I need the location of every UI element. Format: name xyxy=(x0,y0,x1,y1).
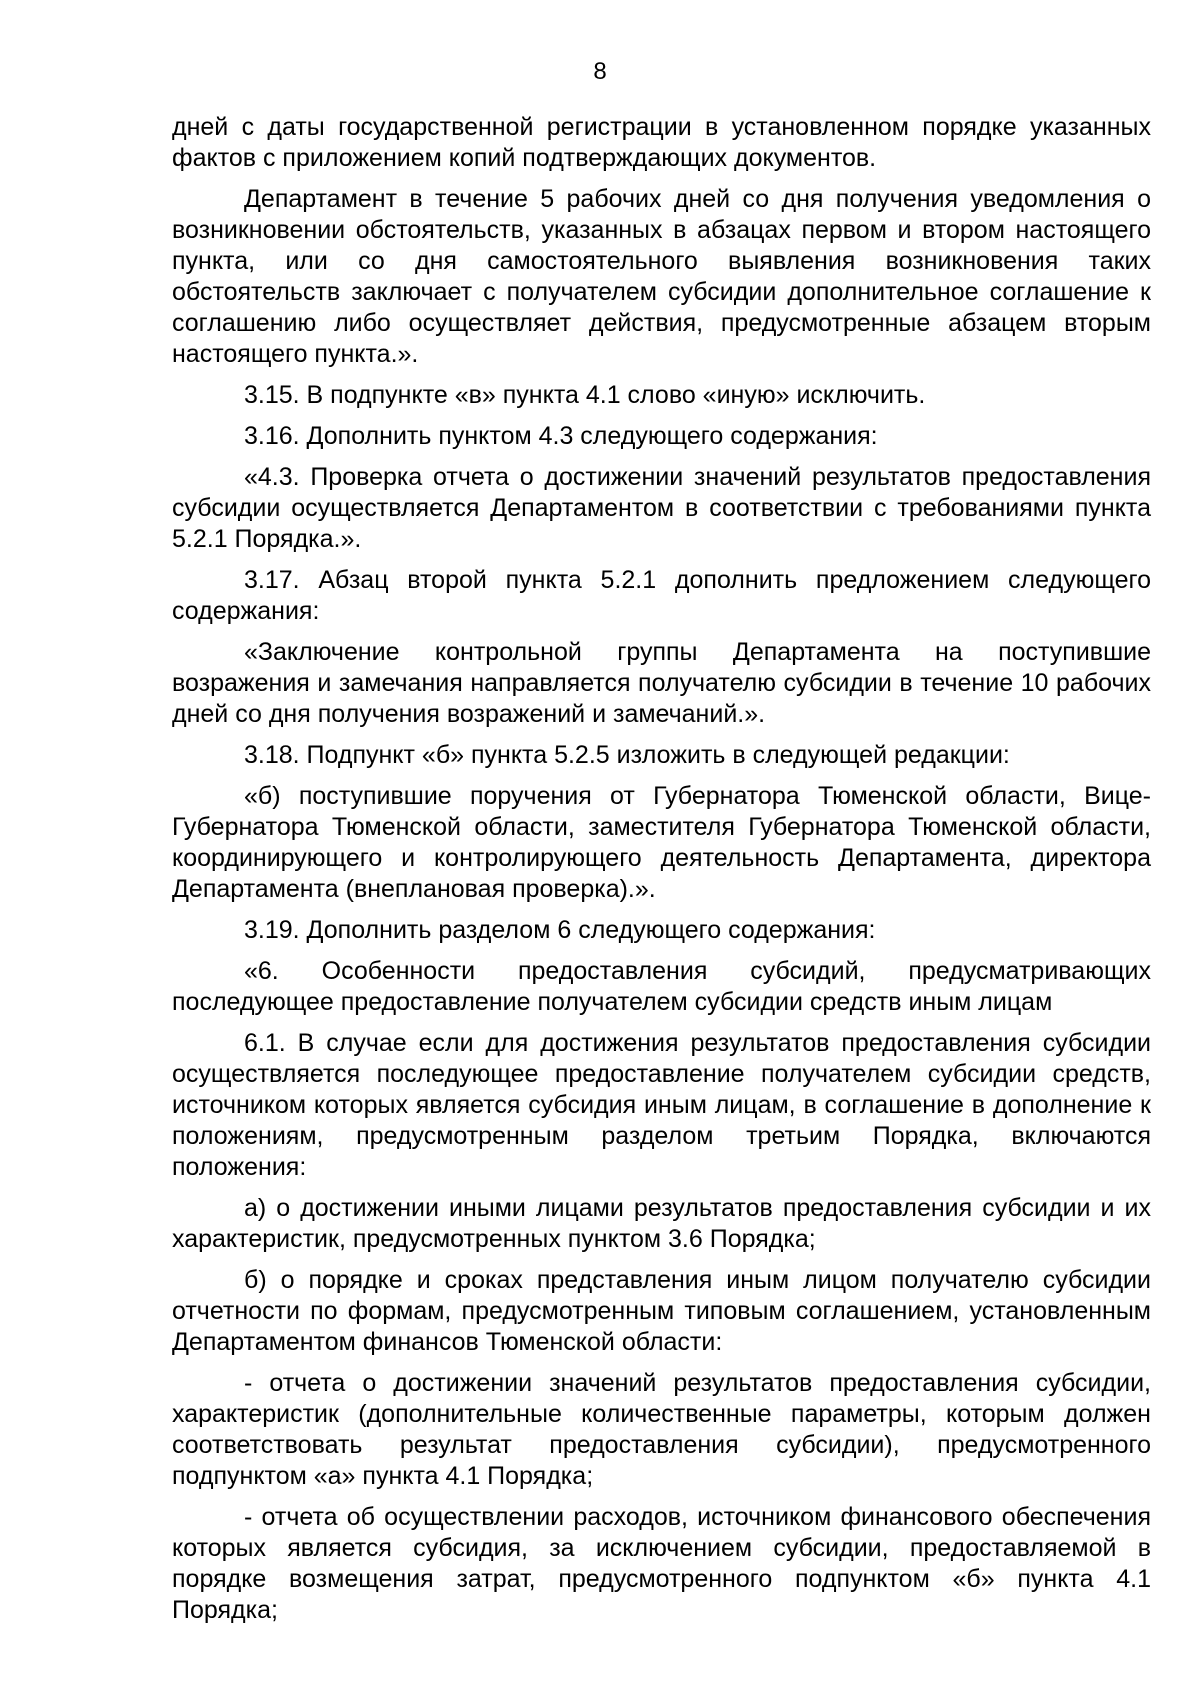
document-body xyxy=(172,112,1151,1636)
paragraph-continuation: дней с даты государственной регистрации в установленном порядке указанных фактов с приложением копий подтверждающих документов. xyxy=(172,113,1151,172)
page-number: 8 xyxy=(593,58,607,85)
list-item-expenses-report: - отчета об осуществлении расходов, источником финансового обеспечения которых является субсидия, за исключением субсидии, предоставляемой в порядке возмещения затрат, предусмотренного подпунктом «б» пункта 4.1 Порядка; xyxy=(172,1503,1151,1624)
section-6-heading: «6. Особенности предоставления субсидий, предусматривающих последующее предоставление получателем субсидии средств иным лицам xyxy=(172,957,1151,1016)
paragraph-subpoint-b: «б) поступившие поручения от Губернатора Тюменской области, Вице-Губернатора Тюменской области, заместителя Губернатора Тюменской области, координирующего и контролирующего деятельность Департамента, директора Департамента (внеплановая проверка).». xyxy=(172,782,1151,903)
paragraph-item-a: а) о достижении иными лицами результатов предоставления субсидии и их характеристик, предусмотренных пунктом 3.6 Порядка; xyxy=(172,1194,1151,1253)
paragraph-item-b: б) о порядке и сроках представления иным лицом получателю субсидии отчетности по формам, предусмотренным типовым соглашением, установленным Департаментом финансов Тюменской области: xyxy=(172,1266,1151,1356)
paragraph-3-19: 3.19. Дополнить разделом 6 следующего содержания: xyxy=(244,916,876,944)
paragraph-control-group-conclusion: «Заключение контрольной группы Департамента на поступившие возражения и замечания направляется получателю субсидии в течение 10 рабочих дней со дня получения возражений и замечаний.». xyxy=(172,638,1151,728)
paragraph-3-16: 3.16. Дополнить пунктом 4.3 следующего содержания: xyxy=(244,422,878,450)
paragraph-4-3: «4.3. Проверка отчета о достижении значений результатов предоставления субсидии осуществляется Департаментом в соответствии с требованиями пункта 5.2.1 Порядка.». xyxy=(172,463,1151,553)
paragraph-6-1: 6.1. В случае если для достижения результатов предоставления субсидии осуществляется последующее предоставление получателем субсидии средств, источником которых является субсидия иным лицам, в соглашение в дополнение к положениям, предусмотренным разделом третьим Порядка, включаются положения: xyxy=(172,1029,1151,1181)
paragraph-3-17: 3.17. Абзац второй пункта 5.2.1 дополнить предложением следующего содержания: xyxy=(172,566,1151,625)
paragraph-3-18: 3.18. Подпункт «б» пункта 5.2.5 изложить в следующей редакции: xyxy=(244,741,1010,769)
list-item-results-report: - отчета о достижении значений результатов предоставления субсидии, характеристик (дополнительные количественные параметры, которым должен соответствовать результат предоставления субсидии), предусмотренного подпунктом «а» пункта 4.1 Порядка; xyxy=(172,1369,1151,1490)
paragraph-department-notice: Департамент в течение 5 рабочих дней со дня получения уведомления о возникновении обстоятельств, указанных в абзацах первом и втором настоящего пункта, или со дня самостоятельного выявления возникновения таких обстоятельств заключает с получателем субсидии дополнительное соглашение к соглашению либо осуществляет действия, предусмотренные абзацем вторым настоящего пункта.». xyxy=(172,185,1151,368)
paragraph-3-15: 3.15. В подпункте «в» пункта 4.1 слово «иную» исключить. xyxy=(244,381,926,409)
